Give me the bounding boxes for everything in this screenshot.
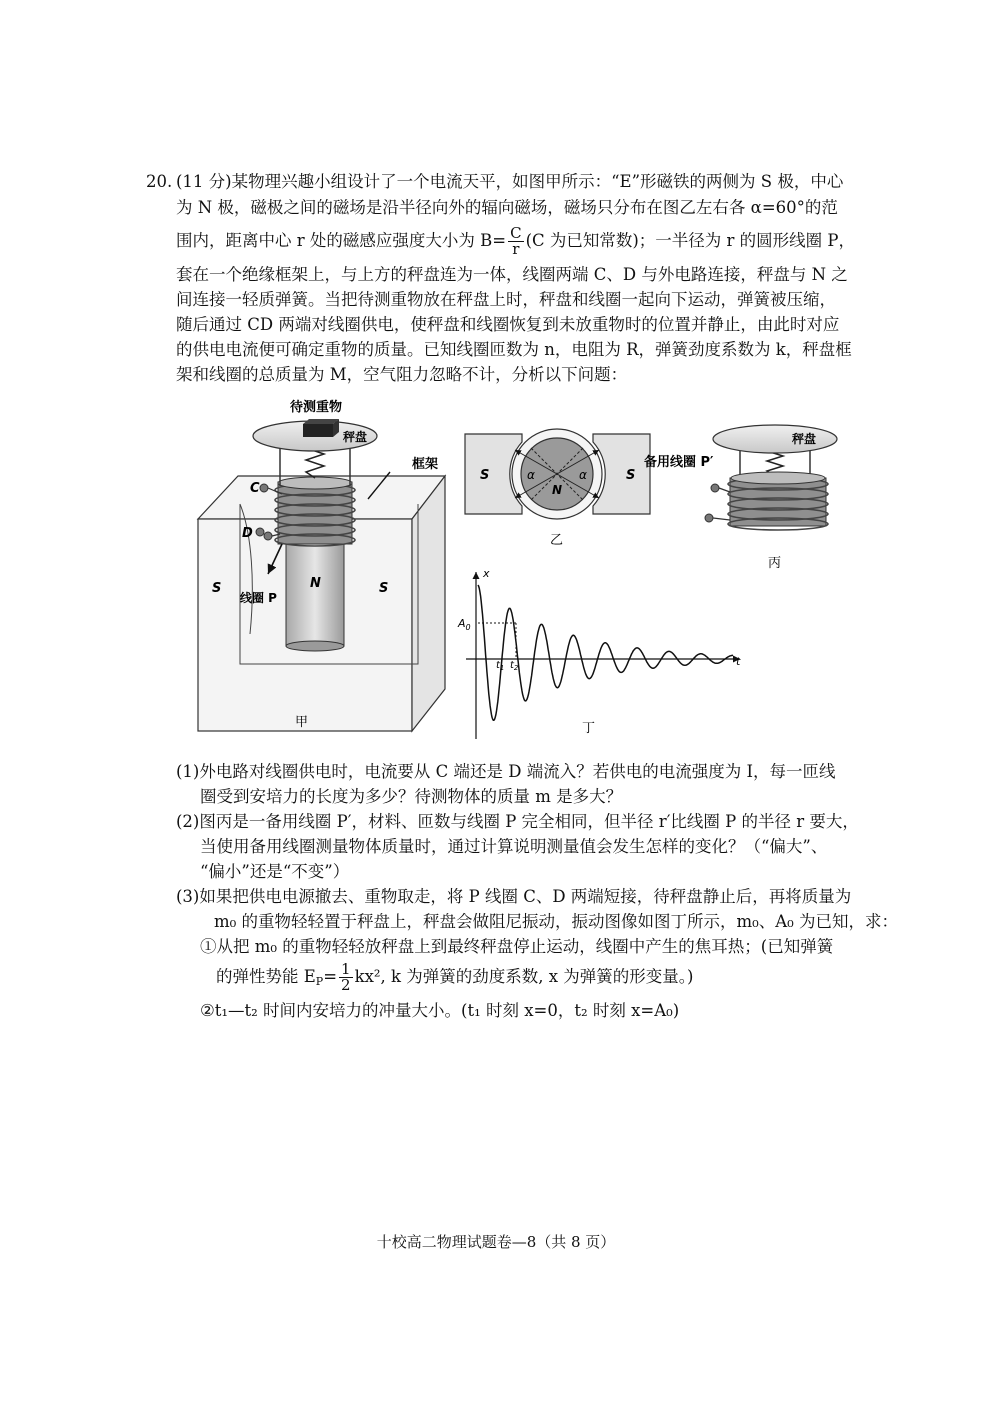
intro-line-3: [176, 226, 855, 257]
ep-sub: P: [315, 975, 324, 988]
ding-t2-label: $t_2$: [510, 660, 519, 672]
ep-eq: =: [323, 967, 338, 986]
jia-pan-label: 秤盘: [343, 430, 368, 444]
part-1-line-1: (1)外电路对线圈供电时，电流要从 C 端还是 D 端流入？若供电的电流强度为 I，每一匝线: [176, 762, 836, 781]
part-3-line-5: ②t₁—t₂ 时间内安培力的冲量大小。(t₁ 时刻 x=0，t₂ 时刻 x=A₀): [200, 1001, 680, 1020]
intro-line-1: (11 分)某物理兴趣小组设计了一个电流天平，如图甲所示：“E”形磁铁的两侧为 S 极，中心: [176, 172, 844, 191]
ding-t1-label: $t_1$: [496, 660, 505, 672]
ep-pre: 的弹性势能 E: [216, 967, 316, 986]
jia-c-label: C: [250, 481, 260, 496]
jia-s-right: S: [379, 581, 389, 596]
part-3-line-3: ①从把 m₀ 的重物轻轻放秤盘上到最终秤盘停止运动，线圈中产生的焦耳热；(已知弹簧: [200, 937, 834, 956]
b-fraction-den: r: [512, 240, 520, 258]
jia-s-left: S: [212, 581, 222, 596]
bing-coil-label: 备用线圈 P′: [644, 455, 714, 470]
ep-fraction: [339, 962, 353, 993]
part-3-line-4: [216, 962, 693, 997]
ep-tail: kx², k 为弹簧的劲度系数, x 为弹簧的形变量。): [354, 967, 694, 986]
intro-line-8: 架和线圈的总质量为 M，空气阻力忽略不计，分析以下问题：: [176, 365, 628, 384]
page-footer: 十校高二物理试题卷—8（共 8 页）: [376, 1233, 616, 1251]
part-2-line-1: (2)图丙是一备用线圈 P′，材料、匝数与线圈 P 完全相同，但半径 r′比线圈 P 的半径 r 要大，: [176, 812, 859, 831]
part-3-line-2: m₀ 的重物轻轻置于秤盘上，秤盘会做阻尼振动，振动图像如图丁所示，m₀、A₀ 为已知，求：: [214, 912, 899, 931]
ep-fraction-den: 2: [341, 976, 351, 994]
ding-t-axis: t: [736, 655, 741, 668]
figure-ding: [457, 567, 741, 739]
intro-line-4: 套在一个绝缘框架上，与上方的秤盘连为一体，线圈两端 C、D 与外电路连接，秤盘与 N 之: [176, 265, 848, 284]
figure-svg: [190, 394, 860, 742]
yi-caption: 乙: [550, 533, 564, 548]
part-1-line-2: 圈受到安培力的长度为多少？待测物体的质量 m 是多大？: [200, 787, 623, 806]
jia-caption: 甲: [295, 715, 309, 730]
yi-s-right: S: [626, 468, 636, 483]
part-3-line-1: (3)如果把供电电源撤去、重物取走，将 P 线圈 C、D 两端短接，待秤盘静止后，再将质量为: [176, 887, 852, 906]
figure-jia: [198, 399, 445, 731]
b-fraction-num: C: [510, 224, 522, 242]
ep-fraction-num: 1: [341, 960, 351, 978]
figure-yi: [465, 429, 650, 548]
question-number: 20.: [146, 172, 173, 191]
jia-n-label: N: [310, 576, 321, 591]
intro-line-7: 的供电电流便可确定重物的质量。已知线圈匝数为 n，电阻为 R，弹簧劲度系数为 k，秤盘框: [176, 340, 852, 359]
jia-frame-label: 框架: [412, 457, 439, 472]
figure-bing: [644, 425, 837, 571]
figure-panel: [190, 394, 860, 742]
yi-n-label: N: [552, 483, 563, 497]
intro-line-3-pre: 围内，距离中心 r 处的磁感应强度大小为 B=: [176, 231, 507, 250]
intro-line-5: 间连接一轻质弹簧。当把待测重物放在秤盘上时，秤盘和线圈一起向下运动，弹簧被压缩，: [176, 290, 836, 309]
ding-x-axis: x: [483, 567, 490, 580]
jia-d-label: D: [242, 526, 253, 541]
ding-a0-label: $A_0$: [458, 617, 471, 632]
intro-line-3-post: (C 为已知常数)；一半径为 r 的圆形线圈 P，: [525, 231, 856, 250]
part-2-line-3: “偏小”还是“不变”）: [200, 862, 350, 881]
part-2-line-2: 当使用备用线圈测量物体质量时，通过计算说明测量值会发生怎样的变化？（“偏大”、: [200, 837, 828, 856]
b-fraction: [508, 226, 523, 257]
yi-alpha-right: α: [579, 468, 587, 482]
jia-coil-label: 线圈 P: [240, 591, 277, 605]
bing-caption: 丙: [768, 556, 782, 571]
ding-caption: 丁: [582, 721, 596, 736]
yi-alpha-left: α: [527, 468, 535, 482]
yi-s-left: S: [480, 468, 490, 483]
intro-line-6: 随后通过 CD 两端对线圈供电，使秤盘和线圈恢复到未放重物时的位置并静止，由此时对应: [176, 315, 840, 334]
intro-line-2: 为 N 极，磁极之间的磁场是沿半径向外的辐向磁场，磁场只分布在图乙左右各 α=60°的范: [176, 198, 838, 217]
jia-weight-label: 待测重物: [290, 400, 343, 415]
bing-pan-label: 秤盘: [792, 432, 817, 446]
